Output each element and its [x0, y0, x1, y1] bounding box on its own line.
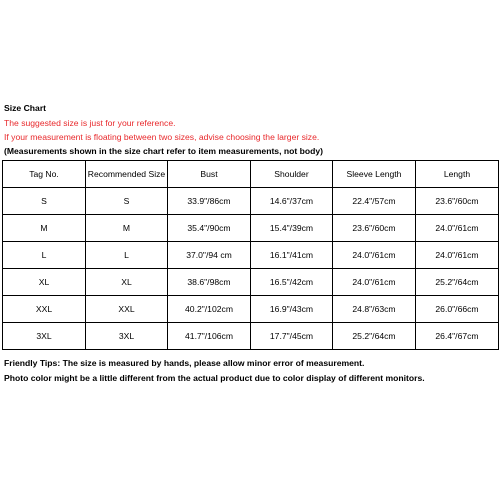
table-cell: L [3, 242, 86, 269]
table-cell: 17.7"/45cm [251, 323, 333, 350]
header-shoulder: Shoulder [251, 161, 333, 188]
table-cell: 3XL [86, 323, 168, 350]
table-cell: 24.8"/63cm [333, 296, 416, 323]
table-cell: 33.9"/86cm [168, 188, 251, 215]
table-cell: M [86, 215, 168, 242]
table-cell: 26.0"/66cm [416, 296, 499, 323]
table-row [3, 242, 499, 269]
header-sleeve-length: Sleeve Length [333, 161, 416, 188]
table-cell: 24.0"/61cm [416, 242, 499, 269]
table-cell: 40.2"/102cm [168, 296, 251, 323]
table-cell: L [86, 242, 168, 269]
table-cell: 24.0"/61cm [333, 269, 416, 296]
page-title: Size Chart [4, 103, 47, 113]
table-header-row [3, 161, 499, 188]
header-length: Length [416, 161, 499, 188]
table-row [3, 269, 499, 296]
table-cell: XXL [3, 296, 86, 323]
table-row [3, 215, 499, 242]
table-cell: 23.6"/60cm [416, 188, 499, 215]
table-cell: 16.5"/42cm [251, 269, 333, 296]
table-cell: S [3, 188, 86, 215]
header-bust: Bust [168, 161, 251, 188]
header-recommended-size: Recommended Size [86, 161, 168, 188]
table-cell: 38.6"/98cm [168, 269, 251, 296]
table-cell: M [3, 215, 86, 242]
table-cell: 24.0"/61cm [333, 242, 416, 269]
photo-color-note: Photo color might be a little different from the actual product due to color display of different monitors. [4, 373, 425, 383]
table-cell: XL [86, 269, 168, 296]
table-cell: 41.7"/106cm [168, 323, 251, 350]
sizing-advice-note: If your measurement is floating between two sizes, advise choosing the larger size. [4, 132, 320, 142]
table-row [3, 296, 499, 323]
table-cell: 24.0"/61cm [416, 215, 499, 242]
reference-note: The suggested size is just for your reference. [4, 118, 176, 128]
table-cell: 37.0"/94 cm [168, 242, 251, 269]
table-cell: XXL [86, 296, 168, 323]
table-cell: 16.9"/43cm [251, 296, 333, 323]
friendly-tips: Friendly Tips: The size is measured by hands, please allow minor error of measurement. [4, 358, 365, 368]
table-cell: 26.4"/67cm [416, 323, 499, 350]
table-cell: 25.2"/64cm [416, 269, 499, 296]
header-tag-no: Tag No. [3, 161, 86, 188]
table-cell: 23.6"/60cm [333, 215, 416, 242]
table-cell: 25.2"/64cm [333, 323, 416, 350]
table-cell: XL [3, 269, 86, 296]
table-cell: 3XL [3, 323, 86, 350]
table-row [3, 188, 499, 215]
table-cell: 14.6"/37cm [251, 188, 333, 215]
table-cell: 15.4"/39cm [251, 215, 333, 242]
size-chart-table [2, 160, 499, 350]
table-row [3, 323, 499, 350]
table-cell: 16.1"/41cm [251, 242, 333, 269]
table-cell: 22.4"/57cm [333, 188, 416, 215]
table-cell: 35.4"/90cm [168, 215, 251, 242]
table-cell: S [86, 188, 168, 215]
measurement-note: (Measurements shown in the size chart refer to item measurements, not body) [4, 146, 323, 156]
